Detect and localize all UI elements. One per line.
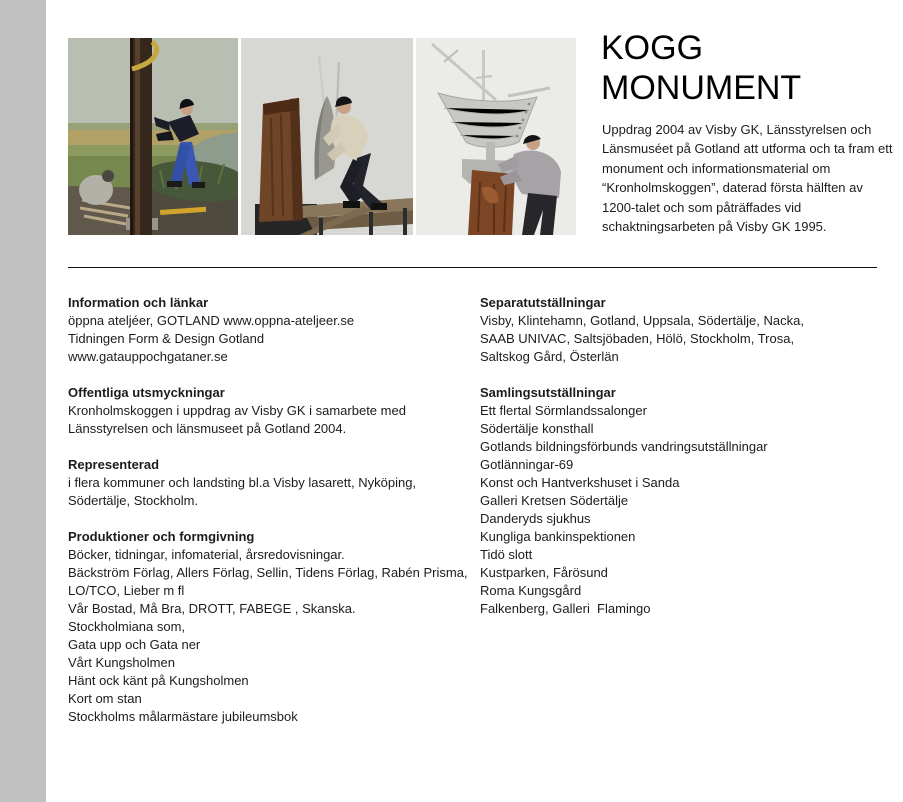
section-line: Södertälje konsthall — [480, 421, 594, 436]
photo-raising-pole — [68, 38, 238, 235]
section-line: Kronholmskoggen i uppdrag av Visby GK i samarbete med — [68, 403, 406, 418]
page-title — [601, 28, 801, 108]
section-line: SAAB UNIVAC, Saltsjöbaden, Hölö, Stockholm, Trosa, — [480, 331, 795, 346]
section-line: Vårt Kungsholmen — [68, 655, 175, 670]
section-heading: Offentliga utsmyckningar — [68, 385, 225, 400]
section-line: Konst och Hantverkshuset i Sanda — [480, 475, 680, 490]
section-line: öppna ateljéer, GOTLAND www.oppna-ateljeer.se — [68, 313, 355, 328]
section-line: Tidningen Form & Design Gotland — [68, 331, 265, 346]
photo-mounting-hull — [241, 38, 413, 235]
section-line: Kort om stan — [68, 691, 142, 706]
info-section — [480, 384, 880, 618]
section-line: Bäckström Förlag, Allers Förlag, Sellin, Tidens Förlag, Rabén Prisma, — [68, 565, 468, 580]
intro-line: Länsmuséet på Gotland att utforma och ta fram ett — [602, 141, 893, 157]
page-left-margin-strip — [0, 0, 46, 802]
section-line: Gotlänningar-69 — [480, 457, 574, 472]
section-line: www.gatauppochgataner.se — [68, 349, 228, 364]
section-line: Tidö slott — [480, 547, 533, 562]
intro-line: schaktningsarbeten på Visby GK 1995. — [602, 219, 827, 235]
section-line: Gotlands bildningsförbunds vandringsutställningar — [480, 439, 768, 454]
photo-strip — [68, 38, 576, 235]
divider-rule — [68, 267, 877, 268]
photo-mounting-hull-illustration — [241, 38, 413, 235]
page-title-line2: MONUMENT — [601, 69, 802, 107]
section-line: Kustparken, Fårösund — [480, 565, 608, 580]
section-heading: Representerad — [68, 457, 160, 472]
section-line: Ett flertal Sörmlandssalonger — [480, 403, 647, 418]
section-line: Falkenberg, Galleri Flamingo — [480, 601, 651, 616]
section-line: Kungliga bankinspektionen — [480, 529, 636, 544]
column-left — [68, 294, 473, 744]
photo-adjusting-ship — [416, 38, 576, 235]
info-section — [68, 456, 473, 510]
section-heading: Separatutställningar — [480, 295, 606, 310]
section-line: Södertälje, Stockholm. — [68, 493, 199, 508]
section-line: Böcker, tidningar, infomaterial, årsredovisningar. — [68, 547, 345, 562]
intro-line: 1200-talet och som påträffades vid — [602, 199, 802, 215]
section-lines — [68, 402, 473, 438]
section-heading: Samlingsutställningar — [480, 385, 616, 400]
section-line: Hänt ock känt på Kungsholmen — [68, 673, 249, 688]
section-line: Stockholmiana som, — [68, 619, 186, 634]
intro-line: Uppdrag 2004 av Visby GK, Länsstyrelsen och — [602, 122, 872, 137]
section-line: Saltskog Gård, Österlän — [480, 349, 619, 364]
section-line: Länsstyrelsen och länsmuseet på Gotland 2004. — [68, 421, 347, 436]
section-line: LO/TCO, Lieber m fl — [68, 583, 185, 598]
section-line: i flera kommuner och landsting bl.a Visby lasarett, Nyköping, — [68, 475, 417, 490]
photo-adjusting-ship-illustration — [416, 38, 576, 235]
info-section — [68, 294, 473, 366]
section-heading: Produktioner och formgivning — [68, 529, 255, 544]
photo-raising-pole-illustration — [68, 38, 238, 235]
section-lines — [480, 312, 880, 366]
section-lines — [68, 546, 473, 726]
section-line: Danderyds sjukhus — [480, 511, 591, 526]
info-section — [68, 528, 473, 726]
section-heading: Information och länkar — [68, 295, 209, 310]
section-line: Visby, Klintehamn, Gotland, Uppsala, Södertälje, Nacka, — [480, 313, 804, 328]
intro-line: monument och informationsmaterial om — [602, 160, 831, 176]
section-line: Galleri Kretsen Södertälje — [480, 493, 629, 508]
page-title-line1: KOGG — [601, 29, 704, 67]
section-line: Vår Bostad, Må Bra, DROTT, FABEGE , Skanska. — [68, 601, 356, 616]
section-lines — [480, 402, 880, 618]
section-line: Gata upp och Gata ner — [68, 637, 201, 652]
section-line: Stockholms målarmästare jubileumsbok — [68, 709, 298, 724]
section-line: Roma Kungsgård — [480, 583, 582, 598]
intro-paragraph — [602, 120, 893, 236]
info-section — [68, 384, 473, 438]
section-lines — [68, 474, 473, 510]
intro-line: “Kronholmskoggen”, daterad första hälften av — [602, 180, 863, 196]
column-right — [480, 294, 880, 636]
info-section — [480, 294, 880, 366]
section-lines — [68, 312, 473, 366]
